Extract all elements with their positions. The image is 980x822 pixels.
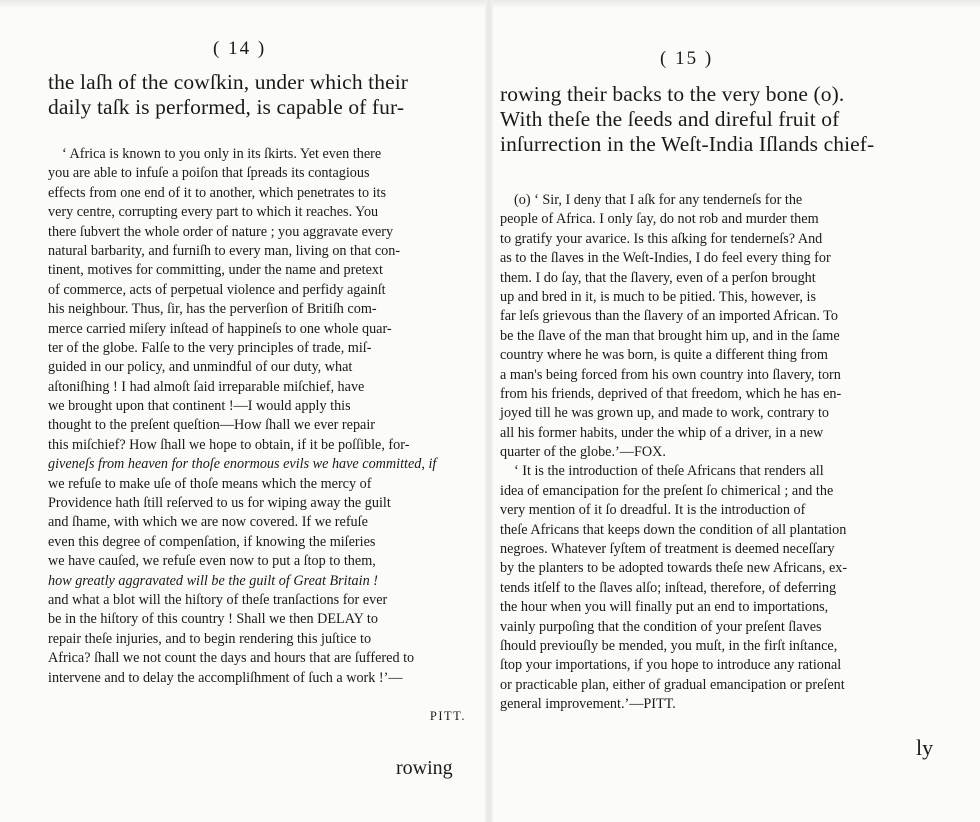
- left-quote-line: and ſhame, with which we are now covered. If we refuſe: [48, 514, 368, 531]
- left-quote-line: how greatly aggravated will be the guilt of Great Britain !: [48, 572, 378, 589]
- right-quote-line: by the planters to be adopted towards theſe new Africans, ex-: [500, 560, 848, 577]
- right-main-text: [500, 82, 874, 157]
- book-gutter: [485, 0, 493, 822]
- right-quote-line: negroes. Whatever ſyſtem of treatment is deemed neceſſary: [500, 541, 835, 558]
- right-quote-line: general improvement.’—PITT.: [500, 696, 676, 713]
- left-quote-line: ‘ Africa is known to you only in its ſkirts. Yet even there: [62, 146, 382, 162]
- right-quote-line: all his former habits, under the whip of a driver, in a new: [500, 424, 824, 441]
- left-quote-line: merce carried miſery inſtead of happineſs to one whole quar-: [48, 320, 392, 337]
- left-main-text: [48, 70, 408, 120]
- left-quote-line: very centre, corrupting every part to which it reaches. You: [48, 204, 379, 221]
- left-quote-line: we have cauſed, we refuſe even now to put a ſtop to them,: [48, 553, 376, 570]
- left-attribution: PITT.: [429, 709, 466, 723]
- right-quote-line: vainly purpoſing that the condition of your preſent ſlaves: [500, 618, 822, 635]
- left-quote-line: Africa? ſhall we not count the days and hours that are ſuffered to: [48, 650, 415, 667]
- right-page-number: ( 15 ): [660, 48, 714, 69]
- left-catchword: rowing: [396, 757, 453, 779]
- left-quote-line: thought to the preſent queſtion—How ſhall we ever repair: [48, 417, 376, 434]
- left-quote-line: tinent, motives for committing, under the name and pretext: [48, 262, 383, 279]
- right-quote-line: tends itſelf to the ſlaves alſo; inſtead, therefore, of deferring: [500, 579, 837, 596]
- right-quote-line: country where he was born, is quite a different thing from: [500, 347, 828, 364]
- right-quote-line: be the ſlave of the man that brought him up, and in the ſame: [500, 327, 840, 344]
- left-page-number: ( 14 ): [213, 38, 267, 59]
- right-quote-block: [500, 191, 932, 715]
- left-quote-line: there ſubvert the whole order of nature ; you aggravate every: [48, 223, 394, 240]
- right-quote-line: idea of emancipation for the preſent ſo chimerical ; and the: [500, 482, 834, 499]
- left-quote-line: natural barbarity, and furniſh to every man, living on that con-: [48, 242, 401, 259]
- left-quote-line: his neighbour. Thus, ſir, has the perverſion of Britiſh com-: [48, 301, 377, 318]
- right-quote-line: to gratify your avarice. Is this aſking for tenderneſs? And: [500, 230, 823, 247]
- left-quote-block: [48, 145, 468, 688]
- left-quote-line: repair theſe injuries, and to begin rendering this juſtice to: [48, 630, 372, 647]
- right-quote-line: ſhould previouſly be mended, you muſt, in the firſt inſtance,: [500, 637, 838, 654]
- right-quote-line: or practicable plan, either of gradual emancipation or preſent: [500, 676, 845, 693]
- left-quote-line: guided in our policy, and unmindful of our duty, what: [48, 359, 353, 376]
- right-quote-line: very mention of it ſo dreadful. It is the introduction of: [500, 502, 806, 519]
- left-quote-line: giveneſs from heaven for thoſe enormous evils we have committed, if: [48, 456, 437, 473]
- left-quote-line: be in the hiſtory of this country ! Shall we then DELAY to: [48, 611, 378, 628]
- right-quote-line: up and bred in it, is much to be pitied. This, however, is: [500, 288, 816, 305]
- left-quote-line: this miſchief? How ſhall we hope to obtain, if it be poſſible, for-: [48, 436, 410, 453]
- right-quote-line: people of Africa. I only ſay, do not rob and murder them: [500, 211, 819, 228]
- left-quote-line: you are able to infuſe a poiſon that ſpreads its contagious: [48, 165, 370, 182]
- left-quote-line: ter of the globe. Falſe to the very principles of trade, miſ-: [48, 339, 372, 356]
- right-quote-line: the hour when you will finally put an end to importations,: [500, 599, 829, 616]
- right-quote-line: (o) ‘ Sir, I deny that I aſk for any tenderneſs for the: [514, 192, 803, 208]
- right-quote-line: as to the ſlaves in the Weſt-Indies, I do feel every thing for: [500, 250, 831, 267]
- left-quote-line: we refuſe to make uſe of thoſe means which the mercy of: [48, 475, 372, 492]
- left-quote-line: even this degree of compenſation, if knowing the miſeries: [48, 533, 376, 550]
- right-catchword: ly: [916, 735, 934, 760]
- right-main-line: inſurrection in the Weſt-India Iſlands chief-: [500, 132, 875, 156]
- left-main-line: the laſh of the cowſkin, under which their: [48, 70, 409, 94]
- right-main-line: With theſe the ſeeds and direful fruit of: [500, 107, 840, 131]
- right-quote-line: ‘ It is the introduction of theſe Africans that renders all: [514, 463, 824, 480]
- left-quote-line: aſtoniſhing ! I had almoſt ſaid irreparable miſchief, have: [48, 378, 365, 395]
- left-quote-line: effects from one end of it to another, which penetrates to its: [48, 184, 386, 201]
- right-quote-line: quarter of the globe.’—FOX.: [500, 444, 666, 461]
- right-quote-line: ſtop your importations, if you hope to introduce any rational: [500, 657, 842, 674]
- left-main-line: daily taſk is performed, is capable of fur-: [48, 95, 405, 119]
- left-quote-line: we brought upon that continent !—I would apply this: [48, 398, 351, 415]
- right-quote-line: from his friends, deprived of that freedom, which he has en-: [500, 385, 842, 402]
- right-quote-line: theſe Africans that keeps down the condition of all plantation: [500, 521, 847, 538]
- right-quote-line: them. I do ſay, that the ſlavery, even of a perſon brought: [500, 269, 816, 286]
- right-main-line: rowing their backs to the very bone (o).: [500, 82, 845, 106]
- left-quote-line: Providence hath ſtill reſerved to us for wiping away the guilt: [48, 495, 391, 512]
- left-quote-line: of commerce, acts of perpetual violence and perfidy againſt: [48, 281, 386, 298]
- left-quote-line: intervene and to delay the accompliſhment of ſuch a work !’—: [48, 669, 403, 686]
- right-quote-line: a man's being forced from his own country into ſlavery, torn: [500, 366, 841, 383]
- right-quote-line: joyed till he was grown up, and made to work, contrary to: [500, 405, 829, 422]
- right-quote-line: far leſs grievous than the ſlavery of an imported African. To: [500, 308, 838, 325]
- left-quote-line: and what a blot will the hiſtory of theſe tranſactions for ever: [48, 591, 388, 608]
